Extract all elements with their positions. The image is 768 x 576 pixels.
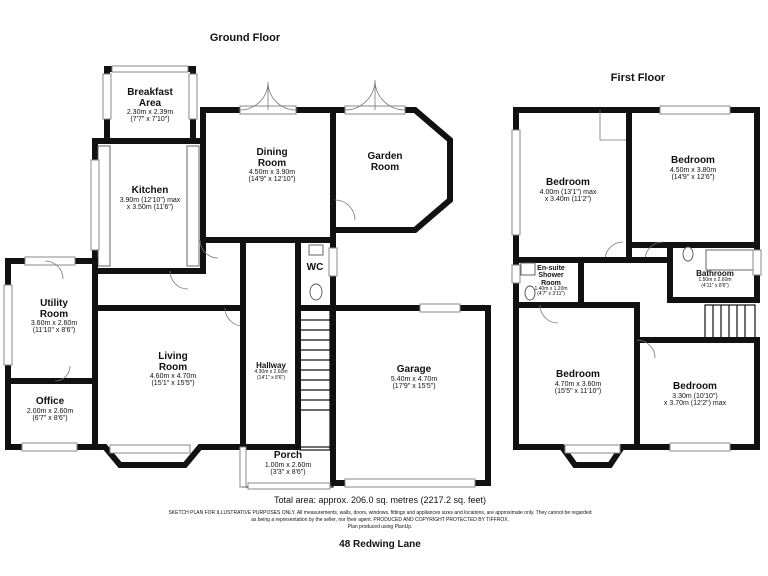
room-name: Office [35,396,65,407]
room-name: En-suite Shower Room [537,265,565,287]
disclaimer-line-1: SKETCH PLAN FOR ILLUSTRATIVE PURPOSES ONLY. All measurements, walls, doors, windows, fittings and appliances sizes and locations, are approximate only. They cannot be regarded [168,510,592,516]
room-name: Hallway [256,361,286,370]
room-label-hallway [254,362,287,381]
room-name: Bathroom [696,269,734,278]
total-area: Total area: approx. 206.0 sq. metres (2217.2 sq. feet) [273,495,487,505]
disclaimer-line-3: Plan produced using PlanUp. [347,524,413,530]
room-name: Bedroom [546,177,590,188]
room-name: Dining Room [256,147,288,169]
room-label-garden-room [367,152,402,173]
room-dimensions: 4.30m x 2.60m (14'1" x 8'6") [254,369,288,381]
garage-outline [333,308,488,483]
room-label-garage [391,365,437,390]
room-label-ensuite [534,265,567,298]
room-name: Living Room [158,351,188,373]
room-dimensions: 2.30m x 2.39m (7'7" x 7'10") [126,109,174,124]
ground-floor-plan [4,66,488,489]
room-name: Bedroom [556,369,600,380]
room-dimensions: 3.90m (12'10") max x 3.50m (11'6") [119,196,181,211]
room-name: Bedroom [673,381,717,392]
ground-stairs [300,310,330,450]
first-floor-title: First Floor [610,72,666,84]
ground-floor-title: Ground Floor [209,32,281,44]
room-dimensions: 1.40m x 1.20m (4'7" x 3'11") [534,286,568,298]
room-name: Breakfast Area [127,87,173,109]
disclaimer-line-2: as being a representation by the seller, nor their agent. PRODUCED AND COPYRIGHT PROTECTED BY TIFFROX. [251,517,509,523]
room-dimensions: 4.00m (13'1") max x 3.40m (11'2") [539,188,597,203]
room-label-utility-room [31,299,77,335]
room-dimensions: 3.30m (10'10") x 3.70m (12'2") max [663,392,727,407]
room-label-living-room [150,352,196,388]
hallway-outline [243,240,298,447]
room-dimensions: 4.70m x 3.60m (15'5" x 11'10") [554,380,602,395]
room-name: WC [306,262,324,273]
room-dimensions: 4.50m x 3.90m (14'9" x 12'10") [248,169,296,184]
room-label-bedroom-4 [664,382,726,407]
room-label-bedroom-3 [555,370,601,395]
room-name: Porch [273,450,303,461]
room-dimensions: 5.40m x 4.70m (17'9" x 15'5") [390,375,438,390]
room-name: Garage [396,364,432,375]
room-dimensions: 3.60m x 2.60m (11'10" x 8'6") [30,320,78,335]
room-label-wc [307,263,324,274]
first-floor-stairs [705,305,755,340]
room-label-porch [265,451,311,476]
room-label-office [27,397,73,422]
room-name: Garden Room [367,151,403,173]
room-dimensions: 4.60m x 4.70m (15'1" x 15'5") [149,373,197,388]
room-label-kitchen [120,186,181,211]
room-name: Bedroom [671,155,715,166]
room-name: Kitchen [131,185,169,196]
room-label-dining-room [249,148,296,184]
room-label-bedroom-1 [540,178,597,203]
room-dimensions: 1.50m x 2.60m (4'11" x 8'6") [698,277,732,289]
room-name: Utility Room [39,298,69,320]
room-label-breakfast-area [127,88,173,124]
property-address: 48 Redwing Lane [339,539,421,550]
room-dimensions: 4.50m x 3.80m (14'9" x 12'6") [669,166,717,181]
room-label-bathroom [696,270,734,289]
room-label-bedroom-2 [670,156,716,181]
room-dimensions: 2.00m x 2.60m (6'7" x 8'6") [26,407,74,422]
room-dimensions: 1.00m x 2.60m (3'3" x 8'6") [264,461,312,476]
